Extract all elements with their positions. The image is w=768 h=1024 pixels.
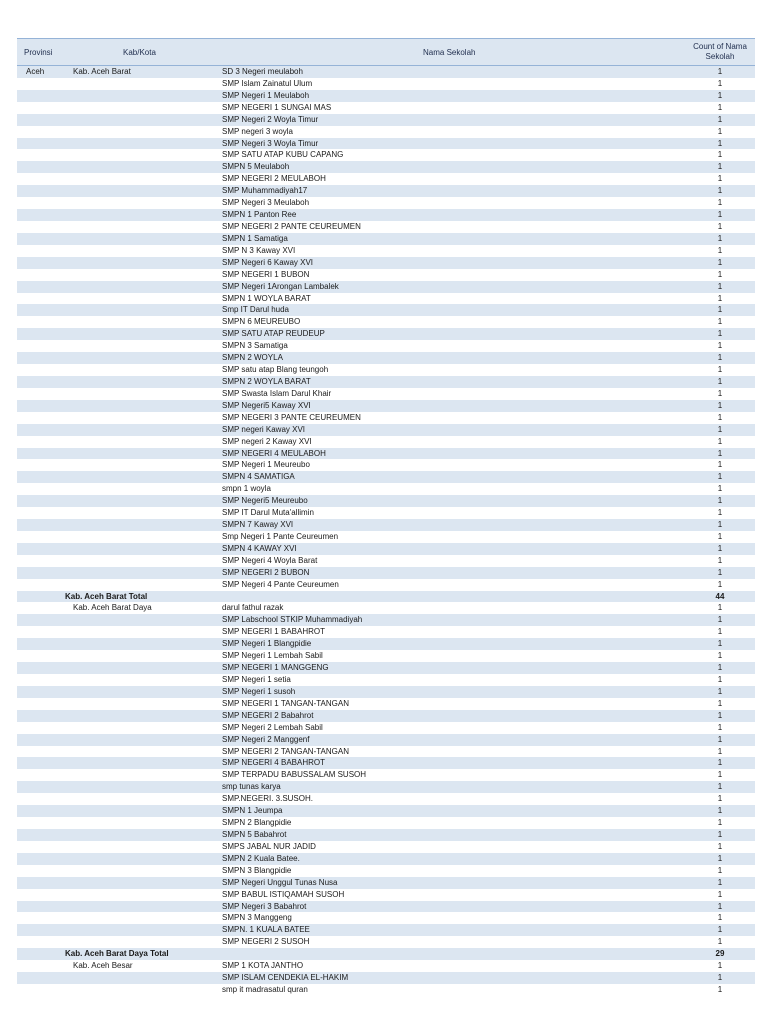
table-row[interactable] bbox=[17, 412, 755, 424]
cell-count: 1 bbox=[717, 686, 723, 696]
cell-count: 1 bbox=[717, 973, 723, 983]
table-row[interactable] bbox=[17, 102, 755, 114]
cell-count: 1 bbox=[717, 67, 723, 76]
cell-nama-sekolah: SMP NEGERI 2 SUSOH bbox=[222, 937, 310, 947]
cell-nama-sekolah: SMP 1 KOTA JANTHO bbox=[222, 961, 304, 971]
cell-count: 1 bbox=[717, 281, 723, 291]
cell-count: 1 bbox=[717, 353, 723, 363]
cell-count: 1 bbox=[717, 853, 723, 863]
table-row[interactable] bbox=[17, 877, 755, 889]
cell-nama-sekolah: SMPN 5 Meulaboh bbox=[222, 162, 290, 172]
table-row[interactable] bbox=[17, 376, 755, 388]
table-row[interactable] bbox=[17, 388, 755, 400]
cell-count: 1 bbox=[717, 90, 723, 100]
cell-nama-sekolah: SMP SATU ATAP KUBU CAPANG bbox=[222, 150, 344, 160]
table-row[interactable] bbox=[17, 841, 755, 853]
cell-nama-sekolah: SMPN 1 WOYLA BARAT bbox=[222, 293, 311, 303]
cell-count: 1 bbox=[717, 698, 723, 708]
cell-nama-sekolah: SMP Negeri 1 susoh bbox=[222, 686, 296, 696]
pivot-table bbox=[17, 38, 755, 996]
table-row[interactable] bbox=[17, 448, 755, 460]
cell-kab-kota: Kab. Aceh Barat Total bbox=[65, 591, 148, 601]
table-row[interactable] bbox=[17, 746, 755, 758]
cell-count: 1 bbox=[717, 675, 723, 685]
cell-nama-sekolah: SMPN 1 Jeumpa bbox=[222, 806, 283, 816]
header-provinsi[interactable]: Provinsi bbox=[24, 48, 53, 57]
table-row[interactable] bbox=[17, 936, 755, 948]
cell-nama-sekolah: SMP NEGERI 1 BUBON bbox=[222, 269, 310, 279]
cell-count: 1 bbox=[717, 543, 723, 553]
cell-nama-sekolah: SMP Negeri Unggul Tunas Nusa bbox=[222, 877, 338, 887]
table-row[interactable] bbox=[17, 507, 755, 519]
table-row[interactable] bbox=[17, 78, 755, 90]
table-row[interactable] bbox=[17, 233, 755, 245]
cell-nama-sekolah: SMP Islam Zainatul Ulum bbox=[222, 78, 313, 88]
table-row[interactable] bbox=[17, 400, 755, 412]
cell-count: 29 bbox=[715, 949, 725, 959]
cell-count: 1 bbox=[717, 937, 723, 947]
cell-nama-sekolah: SMP NEGERI 1 SUNGAI MAS bbox=[222, 102, 332, 112]
cell-nama-sekolah: SMP Negeri 1 Meureubo bbox=[222, 460, 310, 470]
cell-count: 1 bbox=[717, 424, 723, 434]
cell-nama-sekolah: SMP NEGERI 3 PANTE CEUREUMEN bbox=[222, 412, 361, 422]
table-row[interactable] bbox=[17, 293, 755, 305]
table-row[interactable] bbox=[17, 340, 755, 352]
cell-kab-kota: Kab. Aceh Besar bbox=[73, 961, 133, 971]
cell-count: 1 bbox=[717, 221, 723, 231]
cell-count: 1 bbox=[717, 901, 723, 911]
cell-nama-sekolah: SMPN 1 Panton Ree bbox=[222, 210, 297, 220]
cell-count: 1 bbox=[717, 758, 723, 768]
cell-kab-kota: Kab. Aceh Barat Daya Total bbox=[65, 949, 169, 959]
cell-nama-sekolah: SMP BABUL ISTIQAMAH SUSOH bbox=[222, 889, 345, 899]
table-row[interactable] bbox=[17, 674, 755, 686]
cell-count: 1 bbox=[717, 317, 723, 327]
cell-nama-sekolah: SMP Labschool STKIP Muhammadiyah bbox=[222, 615, 363, 625]
table-row[interactable] bbox=[17, 209, 755, 221]
cell-nama-sekolah: SMP SATU ATAP REUDEUP bbox=[222, 329, 325, 339]
cell-nama-sekolah: SMP Swasta Islam Darul Khair bbox=[222, 388, 332, 398]
cell-count: 1 bbox=[717, 150, 723, 160]
table-row[interactable] bbox=[17, 149, 755, 161]
cell-count: 1 bbox=[717, 770, 723, 780]
cell-nama-sekolah: SMP NEGERI 1 BABAHROT bbox=[222, 627, 325, 637]
cell-nama-sekolah: SMP NEGERI 2 PANTE CEUREUMEN bbox=[222, 221, 361, 231]
cell-count: 1 bbox=[717, 746, 723, 756]
cell-nama-sekolah: SMPN 3 Samatiga bbox=[222, 341, 288, 351]
cell-nama-sekolah: SMPN 4 SAMATIGA bbox=[222, 472, 295, 482]
cell-kab-kota: Kab. Aceh Barat bbox=[73, 67, 131, 76]
cell-count: 1 bbox=[717, 984, 723, 994]
cell-nama-sekolah: SMPN 2 WOYLA bbox=[222, 353, 283, 363]
cell-nama-sekolah: SMP NEGERI 2 BUBON bbox=[222, 567, 310, 577]
table-header bbox=[17, 38, 755, 66]
cell-nama-sekolah: SMP Negeri 3 Woyla Timur bbox=[222, 138, 319, 148]
cell-count: 1 bbox=[717, 341, 723, 351]
table-row[interactable] bbox=[17, 757, 755, 769]
cell-nama-sekolah: SMP Negeri 3 Meulaboh bbox=[222, 198, 310, 208]
cell-count: 1 bbox=[717, 245, 723, 255]
header-count[interactable] bbox=[685, 42, 755, 62]
cell-nama-sekolah: darul fathul razak bbox=[222, 603, 284, 613]
cell-nama-sekolah: SMPN 2 Kuala Batee. bbox=[222, 853, 300, 863]
cell-nama-sekolah: SMP N 3 Kaway XVI bbox=[222, 245, 296, 255]
table-row[interactable] bbox=[17, 519, 755, 531]
table-body bbox=[17, 66, 755, 996]
table-row[interactable] bbox=[17, 114, 755, 126]
cell-count: 1 bbox=[717, 567, 723, 577]
table-row[interactable] bbox=[17, 972, 755, 984]
cell-nama-sekolah: SMP Negeri 1 setia bbox=[222, 675, 291, 685]
table-row[interactable] bbox=[17, 316, 755, 328]
table-row[interactable] bbox=[17, 710, 755, 722]
cell-count: 1 bbox=[717, 722, 723, 732]
cell-nama-sekolah: SMP Negeri 1 Blangpidie bbox=[222, 639, 312, 649]
cell-nama-sekolah: SMP Negeri 2 Woyla Timur bbox=[222, 114, 319, 124]
cell-count: 1 bbox=[717, 472, 723, 482]
table-row[interactable] bbox=[17, 352, 755, 364]
table-row[interactable] bbox=[17, 138, 755, 150]
cell-nama-sekolah: SMP Negeri 1 Lembah Sabil bbox=[222, 651, 323, 661]
cell-count: 1 bbox=[717, 782, 723, 792]
table-row[interactable] bbox=[17, 579, 755, 591]
cell-nama-sekolah: SMP Negeri 1Arongan Lambalek bbox=[222, 281, 339, 291]
cell-nama-sekolah: SMP NEGERI 1 MANGGENG bbox=[222, 663, 329, 673]
table-row[interactable] bbox=[17, 555, 755, 567]
cell-nama-sekolah: SMPN 3 Blangpidie bbox=[222, 865, 292, 875]
cell-nama-sekolah: SMP Negeri5 Meureubo bbox=[222, 496, 308, 506]
cell-nama-sekolah: SMP Muhammadiyah17 bbox=[222, 186, 308, 196]
table-row[interactable] bbox=[17, 650, 755, 662]
cell-count: 1 bbox=[717, 388, 723, 398]
table-row[interactable] bbox=[17, 626, 755, 638]
table-row[interactable] bbox=[17, 960, 755, 972]
cell-count: 1 bbox=[717, 627, 723, 637]
table-row[interactable] bbox=[17, 436, 755, 448]
table-row[interactable] bbox=[17, 424, 755, 436]
table-row[interactable] bbox=[17, 662, 755, 674]
table-row[interactable] bbox=[17, 531, 755, 543]
table-row[interactable] bbox=[17, 281, 755, 293]
cell-count: 1 bbox=[717, 233, 723, 243]
table-row[interactable] bbox=[17, 543, 755, 555]
cell-count: 1 bbox=[717, 257, 723, 267]
table-row[interactable] bbox=[17, 912, 755, 924]
table-row[interactable] bbox=[17, 734, 755, 746]
table-row[interactable] bbox=[17, 829, 755, 841]
table-row[interactable] bbox=[17, 686, 755, 698]
cell-nama-sekolah: SMP negeri 3 woyla bbox=[222, 126, 293, 136]
cell-count: 1 bbox=[717, 579, 723, 589]
cell-count: 1 bbox=[717, 198, 723, 208]
cell-count: 1 bbox=[717, 305, 723, 315]
cell-count: 1 bbox=[717, 615, 723, 625]
cell-count: 1 bbox=[717, 448, 723, 458]
cell-count: 1 bbox=[717, 663, 723, 673]
cell-count: 1 bbox=[717, 961, 723, 971]
cell-nama-sekolah: SMP Negeri 6 Kaway XVI bbox=[222, 257, 314, 267]
cell-nama-sekolah: SMPN 2 WOYLA BARAT bbox=[222, 376, 311, 386]
table-row[interactable] bbox=[17, 924, 755, 936]
cell-nama-sekolah: SMPN 5 Babahrot bbox=[222, 830, 287, 839]
cell-nama-sekolah: Smp IT Darul huda bbox=[222, 305, 289, 315]
cell-count: 1 bbox=[717, 734, 723, 744]
cell-count: 1 bbox=[717, 138, 723, 148]
cell-nama-sekolah: SMP ISLAM CENDEKIA EL-HAKIM bbox=[222, 973, 349, 983]
cell-nama-sekolah: SMP Negeri 4 Woyla Barat bbox=[222, 555, 318, 565]
table-row[interactable] bbox=[17, 245, 755, 257]
table-row[interactable] bbox=[17, 173, 755, 185]
cell-count: 1 bbox=[717, 114, 723, 124]
table-row[interactable] bbox=[17, 221, 755, 233]
table-row[interactable] bbox=[17, 614, 755, 626]
cell-count: 1 bbox=[717, 365, 723, 375]
cell-nama-sekolah: SMPS JABAL NUR JADID bbox=[222, 841, 316, 851]
cell-count: 1 bbox=[717, 269, 723, 279]
subtotal-row[interactable] bbox=[17, 591, 755, 603]
cell-count: 1 bbox=[717, 186, 723, 196]
cell-nama-sekolah: SMP NEGERI 4 MEULABOH bbox=[222, 448, 326, 458]
table-row[interactable] bbox=[17, 328, 755, 340]
cell-count: 1 bbox=[717, 639, 723, 649]
cell-nama-sekolah: SMPN. 1 KUALA BATEE bbox=[222, 925, 310, 935]
table-row[interactable] bbox=[17, 567, 755, 579]
table-row[interactable] bbox=[17, 471, 755, 483]
cell-count: 1 bbox=[717, 806, 723, 816]
cell-count: 1 bbox=[717, 484, 723, 494]
cell-count: 1 bbox=[717, 520, 723, 530]
cell-nama-sekolah: SMPN 4 KAWAY XVI bbox=[222, 543, 297, 553]
table-row[interactable] bbox=[17, 185, 755, 197]
cell-count: 1 bbox=[717, 436, 723, 446]
table-row[interactable] bbox=[17, 889, 755, 901]
subtotal-row[interactable] bbox=[17, 948, 755, 960]
cell-count: 1 bbox=[717, 174, 723, 184]
cell-nama-sekolah: Smp Negeri 1 Pante Ceureumen bbox=[222, 531, 339, 541]
cell-nama-sekolah: SMP NEGERI 2 TANGAN-TANGAN bbox=[222, 746, 349, 756]
header-nama-sekolah[interactable]: Nama Sekolah bbox=[423, 48, 476, 57]
cell-count: 1 bbox=[717, 531, 723, 541]
cell-count: 1 bbox=[717, 555, 723, 565]
cell-provinsi: Aceh bbox=[26, 67, 45, 76]
cell-count: 1 bbox=[717, 162, 723, 172]
cell-nama-sekolah: SMPN 2 Blangpidie bbox=[222, 818, 292, 828]
cell-count: 1 bbox=[717, 376, 723, 386]
cell-count: 1 bbox=[717, 818, 723, 828]
table-row[interactable] bbox=[17, 698, 755, 710]
header-kab-kota[interactable]: Kab/Kota bbox=[123, 48, 156, 57]
table-row[interactable] bbox=[17, 66, 755, 78]
cell-count: 1 bbox=[717, 460, 723, 470]
table-row[interactable] bbox=[17, 817, 755, 829]
cell-count: 1 bbox=[717, 865, 723, 875]
cell-count: 1 bbox=[717, 78, 723, 88]
cell-nama-sekolah: SMP Negeri 3 Babahrot bbox=[222, 901, 307, 911]
cell-nama-sekolah: SMP IT Darul Muta'allimin bbox=[222, 508, 314, 518]
cell-nama-sekolah: SMP NEGERI 1 TANGAN-TANGAN bbox=[222, 698, 349, 708]
header-count-line1: Count of Nama bbox=[693, 42, 747, 51]
cell-count: 1 bbox=[717, 293, 723, 303]
cell-nama-sekolah: SMPN 1 Samatiga bbox=[222, 233, 288, 243]
cell-kab-kota: Kab. Aceh Barat Daya bbox=[73, 603, 152, 613]
header-count-line2: Sekolah bbox=[705, 52, 735, 61]
cell-count: 1 bbox=[717, 913, 723, 923]
cell-count: 1 bbox=[717, 210, 723, 220]
table-row[interactable] bbox=[17, 638, 755, 650]
table-row[interactable] bbox=[17, 304, 755, 316]
cell-count: 1 bbox=[717, 651, 723, 661]
table-row[interactable] bbox=[17, 197, 755, 209]
table-row[interactable] bbox=[17, 901, 755, 913]
table-row[interactable] bbox=[17, 769, 755, 781]
cell-nama-sekolah: smpn 1 woyla bbox=[222, 484, 271, 494]
cell-count: 1 bbox=[717, 102, 723, 112]
cell-count: 1 bbox=[717, 126, 723, 136]
cell-nama-sekolah: SMP Negeri5 Kaway XVI bbox=[222, 400, 311, 410]
cell-count: 1 bbox=[717, 841, 723, 851]
cell-nama-sekolah: SD 3 Negeri meulaboh bbox=[222, 67, 303, 76]
table-row[interactable] bbox=[17, 781, 755, 793]
cell-nama-sekolah: SMP NEGERI 4 BABAHROT bbox=[222, 758, 325, 768]
table-row[interactable] bbox=[17, 853, 755, 865]
cell-count: 1 bbox=[717, 508, 723, 518]
table-row[interactable] bbox=[17, 459, 755, 471]
table-row[interactable] bbox=[17, 257, 755, 269]
cell-count: 1 bbox=[717, 496, 723, 506]
table-row[interactable] bbox=[17, 126, 755, 138]
cell-count: 1 bbox=[717, 830, 723, 839]
cell-nama-sekolah: SMP Negeri 1 Meulaboh bbox=[222, 90, 310, 100]
cell-nama-sekolah: SMP satu atap Blang teungoh bbox=[222, 365, 329, 375]
cell-count: 1 bbox=[717, 925, 723, 935]
table-row[interactable] bbox=[17, 865, 755, 877]
cell-count: 1 bbox=[717, 794, 723, 804]
table-row[interactable] bbox=[17, 722, 755, 734]
cell-nama-sekolah: SMPN 7 Kaway XVI bbox=[222, 520, 294, 530]
cell-nama-sekolah: SMP TERPADU BABUSSALAM SUSOH bbox=[222, 770, 367, 780]
cell-count: 1 bbox=[717, 877, 723, 887]
cell-nama-sekolah: SMP.NEGERI. 3.SUSOH. bbox=[222, 794, 313, 804]
table-row[interactable] bbox=[17, 269, 755, 281]
cell-count: 1 bbox=[717, 329, 723, 339]
cell-nama-sekolah: SMP NEGERI 2 Babahrot bbox=[222, 710, 314, 720]
cell-nama-sekolah: SMPN 3 Manggeng bbox=[222, 913, 292, 923]
cell-nama-sekolah: SMP Negeri 2 Lembah Sabil bbox=[222, 722, 323, 732]
table-row[interactable] bbox=[17, 364, 755, 376]
table-row[interactable] bbox=[17, 90, 755, 102]
cell-nama-sekolah: SMP NEGERI 2 MEULABOH bbox=[222, 174, 326, 184]
table-row[interactable] bbox=[17, 161, 755, 173]
cell-count: 44 bbox=[715, 591, 725, 601]
cell-count: 1 bbox=[717, 710, 723, 720]
table-row[interactable] bbox=[17, 805, 755, 817]
cell-nama-sekolah: SMPN 6 MEUREUBO bbox=[222, 317, 301, 327]
cell-nama-sekolah: SMP negeri Kaway XVI bbox=[222, 424, 306, 434]
table-row[interactable] bbox=[17, 793, 755, 805]
cell-count: 1 bbox=[717, 603, 723, 613]
cell-nama-sekolah: SMP Negeri 4 Pante Ceureumen bbox=[222, 579, 339, 589]
cell-nama-sekolah: smp tunas karya bbox=[222, 782, 281, 792]
cell-nama-sekolah: SMP Negeri 2 Manggenf bbox=[222, 734, 310, 744]
table-row[interactable] bbox=[17, 984, 755, 996]
cell-nama-sekolah: smp it madrasatul quran bbox=[222, 984, 308, 994]
cell-count: 1 bbox=[717, 400, 723, 410]
cell-nama-sekolah: SMP negeri 2 Kaway XVI bbox=[222, 436, 312, 446]
table-row[interactable] bbox=[17, 483, 755, 495]
cell-count: 1 bbox=[717, 412, 723, 422]
cell-count: 1 bbox=[717, 889, 723, 899]
table-row[interactable] bbox=[17, 495, 755, 507]
table-row[interactable] bbox=[17, 602, 755, 614]
